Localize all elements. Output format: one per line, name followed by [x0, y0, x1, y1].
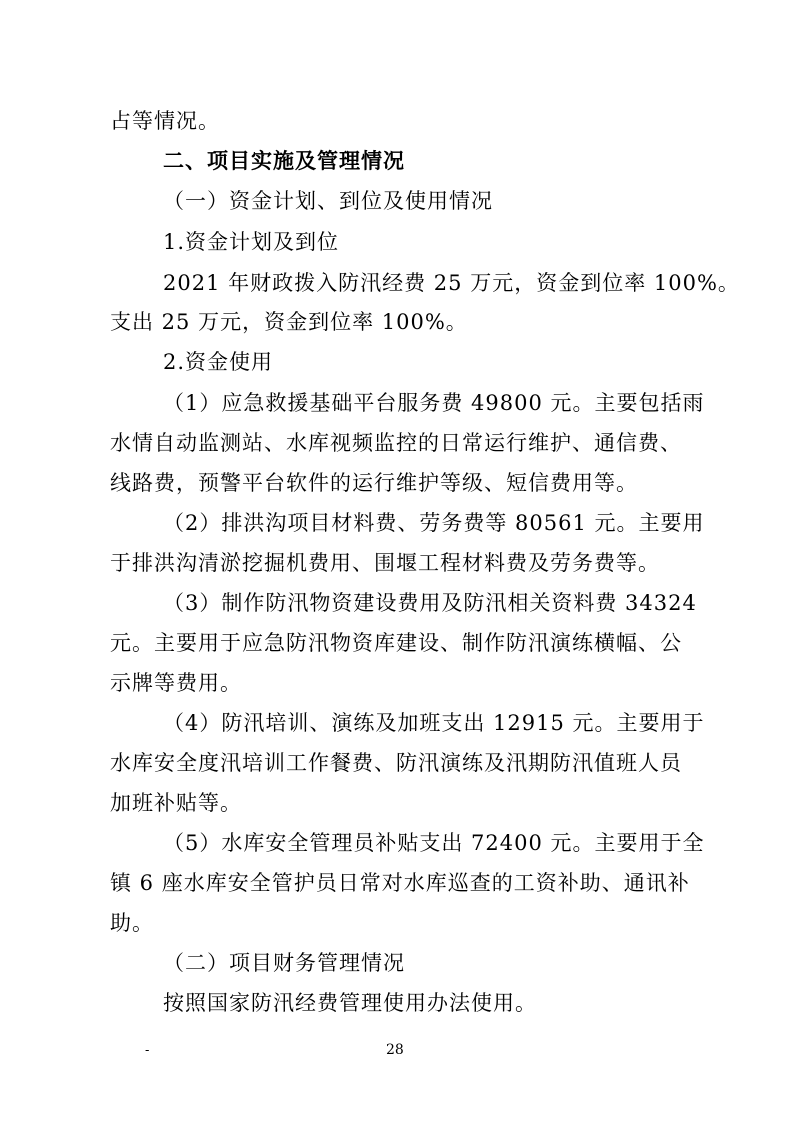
paragraph-line: 按照国家防汛经费管理使用办法使用。: [163, 991, 537, 1015]
paragraph-line: 于排洪沟清淤挖掘机费用、围堰工程材料费及劳务费等。: [110, 551, 660, 575]
paragraph-line: 线路费，预警平台软件的运行维护等级、短信费用等。: [110, 471, 638, 495]
footer-mark: -: [145, 1043, 150, 1058]
paragraph-line: 加班补贴等。: [110, 791, 242, 815]
paragraph-line: 水库安全度汛培训工作餐费、防汛演练及汛期防汛值班人员: [110, 751, 682, 775]
item-heading: 2.资金使用: [163, 350, 274, 374]
subsection-heading: （一）资金计划、到位及使用情况: [163, 189, 493, 213]
section-heading: 二、项目实施及管理情况: [163, 149, 405, 173]
page-number: 28: [386, 1042, 404, 1058]
subsection-heading: （二）项目财务管理情况: [163, 951, 405, 975]
paragraph-line: （2）排洪沟项目材料费、劳务费等 80561 元。主要用: [163, 511, 705, 535]
paragraph-line: 示牌等费用。: [110, 671, 242, 695]
paragraph-line-continuation: 占等情况。: [110, 109, 220, 133]
paragraph-line: 助。: [110, 911, 154, 935]
paragraph-line: 2021 年财政拨入防汛经费 25 万元，资金到位率 100%。: [163, 271, 740, 295]
paragraph-line: （5）水库安全管理员补贴支出 72400 元。主要用于全: [163, 831, 705, 855]
paragraph-line: 镇 6 座水库安全管护员日常对水库巡查的工资补助、通讯补: [110, 871, 690, 895]
paragraph-line: （1）应急救援基础平台服务费 49800 元。主要包括雨: [163, 391, 705, 415]
item-heading: 1.资金计划及到位: [163, 230, 340, 254]
paragraph-line: 元。主要用于应急防汛物资库建设、制作防汛演练横幅、公: [110, 631, 682, 655]
paragraph-line: （3）制作防汛物资建设费用及防汛相关资料费 34324: [163, 591, 697, 615]
paragraph-line: 水情自动监测站、水库视频监控的日常运行维护、通信费、: [110, 431, 682, 455]
paragraph-line: （4）防汛培训、演练及加班支出 12915 元。主要用于: [163, 711, 705, 735]
paragraph-line: 支出 25 万元，资金到位率 100%。: [110, 310, 468, 334]
